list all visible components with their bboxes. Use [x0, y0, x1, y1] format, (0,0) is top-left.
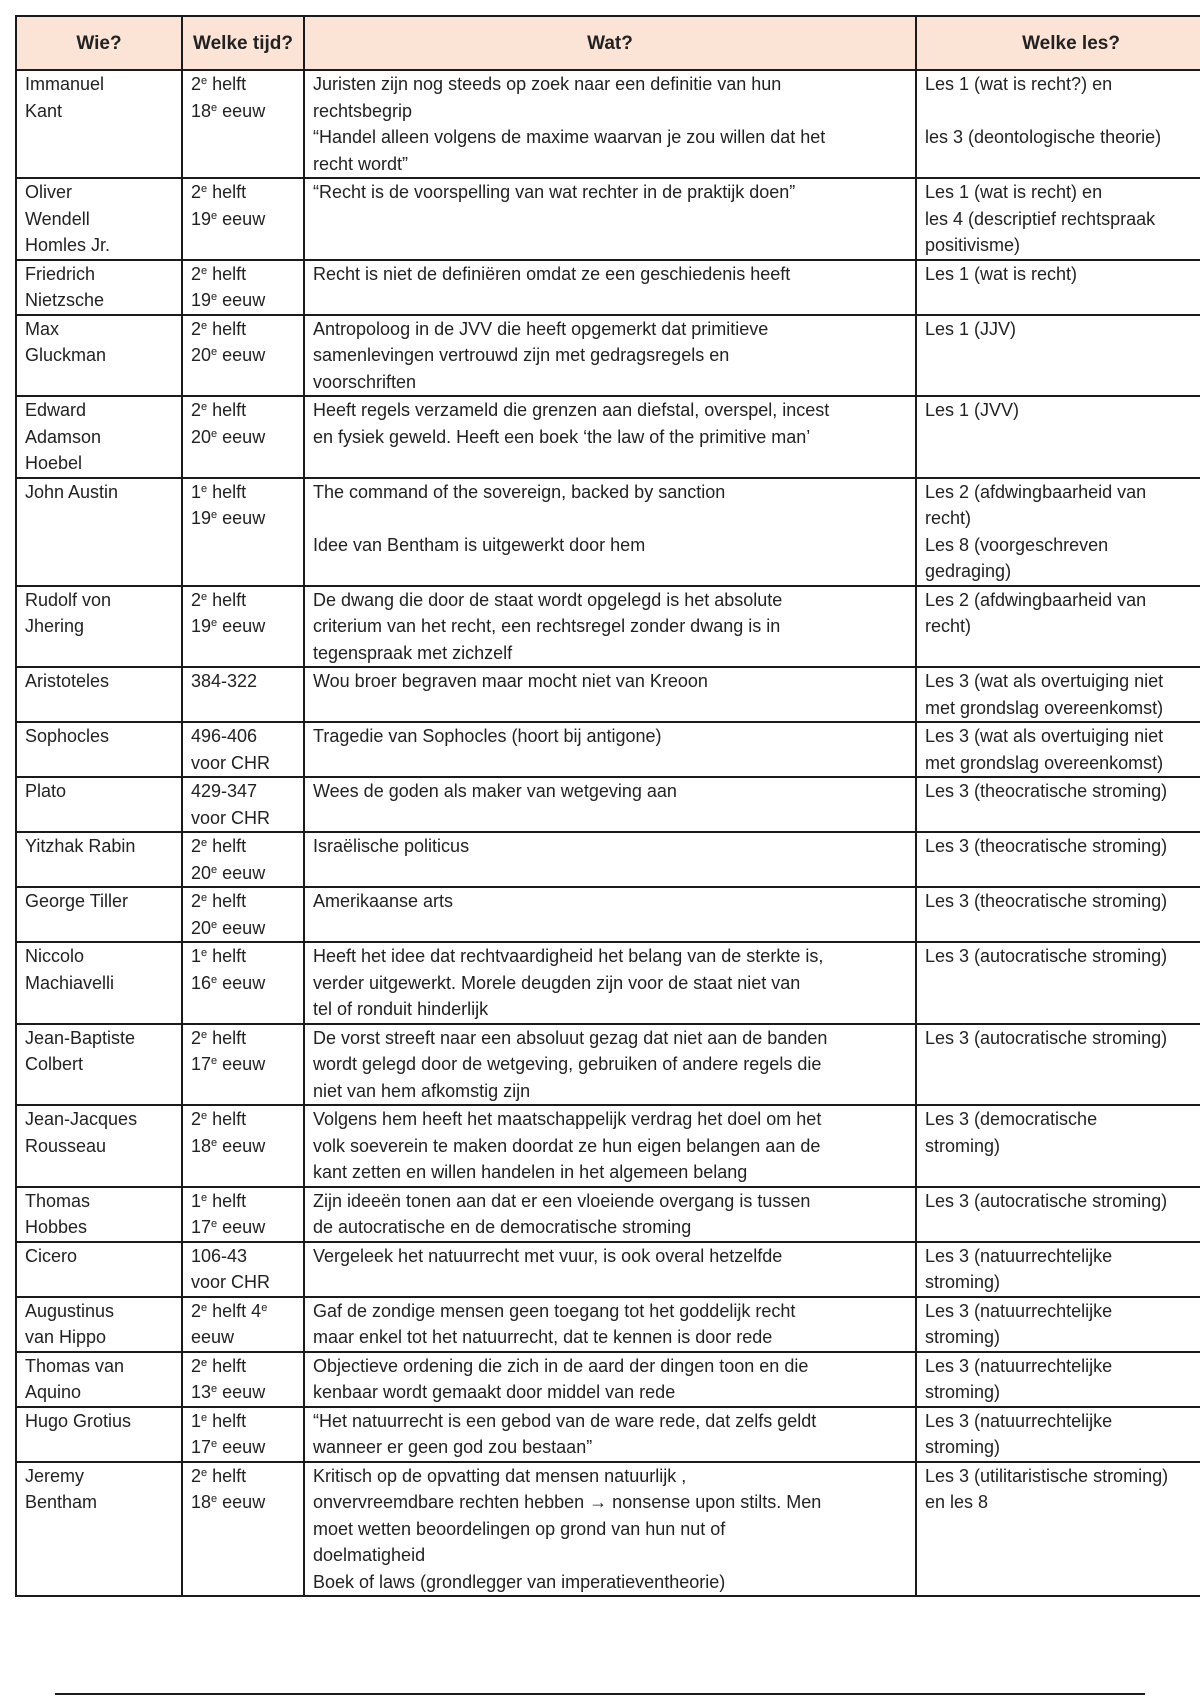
cell-wie: [16, 315, 182, 397]
cell-les-line: Les 3 (wat als overtuiging niet: [925, 671, 1164, 691]
cell-tijd: [182, 178, 304, 260]
table-row: [16, 722, 1200, 777]
cell-les-line: Les 3 (natuurrechtelijke: [925, 1355, 1113, 1376]
cell-tijd: [182, 722, 304, 777]
cell-les-line: Les 3 (natuurrechtelijke: [925, 1410, 1113, 1431]
table-body: [16, 70, 1200, 1596]
cell-wie: [16, 1187, 182, 1242]
cell-wat-line: De vorst streeft naar een absoluut gezag dat niet aan de banden: [313, 1027, 828, 1048]
cell-wat-line: de autocratische en de democratische stroming: [313, 1217, 692, 1237]
cell-les-line: positivisme): [925, 235, 1021, 255]
cell-wat: [304, 832, 916, 887]
cell-les: [916, 178, 1200, 260]
cell-tijd: [182, 777, 304, 832]
cell-les: [916, 1105, 1200, 1187]
cell-tijd-line: 2e helft: [191, 318, 247, 339]
cell-les-line: Les 2 (afdwingbaarheid van: [925, 589, 1147, 610]
cell-wie: [16, 1105, 182, 1187]
cell-les-line: stroming): [925, 1327, 1001, 1347]
philosophers-table: [15, 15, 1200, 1597]
cell-tijd: [182, 887, 304, 942]
cell-tijd-line: 2e helft: [191, 182, 247, 202]
cell-tijd: [182, 586, 304, 668]
cell-wie: [16, 667, 182, 722]
cell-tijd-line: 496-406: [191, 726, 258, 746]
cell-wie: [16, 178, 182, 260]
table-row: [16, 1462, 1200, 1597]
cell-les: [916, 1024, 1200, 1106]
cell-wie-line: George Tiller: [25, 891, 129, 911]
cell-wat: [304, 1105, 916, 1187]
cell-les: [916, 70, 1200, 178]
cell-tijd-line: 2e helft: [191, 1027, 247, 1048]
cell-wie-line: Niccolo: [25, 946, 85, 966]
cell-wie-line: Machiavelli: [25, 972, 115, 993]
cell-wat-line: doelmatigheid: [313, 1545, 426, 1565]
cell-wie-line: Jean-Jacques: [25, 1109, 138, 1129]
table-row: [16, 586, 1200, 668]
cell-wie-line: Yitzhak Rabin: [25, 836, 136, 856]
cell-les: [916, 315, 1200, 397]
cell-wat: [304, 1187, 916, 1242]
cell-wat-line: “Handel alleen volgens de maxime waarvan je zou willen dat het: [313, 127, 826, 147]
cell-wat-line: Antropoloog in de JVV die heeft opgemerkt dat primitieve: [313, 318, 769, 339]
cell-wie-line: Jeremy: [25, 1465, 85, 1486]
cell-tijd: [182, 942, 304, 1024]
cell-wat-line: Idee van Bentham is uitgewerkt door hem: [313, 534, 646, 555]
cell-wie-line: Hoebel: [25, 453, 83, 473]
cell-wie: [16, 396, 182, 478]
table-row: [16, 832, 1200, 887]
cell-wat: [304, 1242, 916, 1297]
cell-les-line: stroming): [925, 1272, 1001, 1292]
cell-wie-line: Wendell: [25, 208, 90, 229]
cell-wie-line: van Hippo: [25, 1327, 107, 1347]
table-row: [16, 887, 1200, 942]
cell-wie-line: Cicero: [25, 1245, 78, 1266]
cell-wie: [16, 832, 182, 887]
header-welke-tijd: Welke tijd?: [182, 16, 304, 70]
cell-wat: [304, 586, 916, 668]
table-row: [16, 1407, 1200, 1462]
header-welke-les: Welke les?: [916, 16, 1200, 70]
table-row: [16, 1187, 1200, 1242]
cell-tijd-line: eeuw: [191, 1327, 235, 1347]
cell-les-line: Les 1 (wat is recht) en: [925, 182, 1103, 202]
cell-wie-line: Jean-Baptiste: [25, 1027, 136, 1048]
cell-tijd-line: 384-322: [191, 671, 258, 691]
cell-wat-line: verder uitgewerkt. Morele deugden zijn voor de staat niet van: [313, 972, 801, 993]
cell-les: [916, 1242, 1200, 1297]
cell-wat-line: Zijn ideeën tonen aan dat er een vloeiende overgang is tussen: [313, 1190, 811, 1211]
table-row: [16, 1024, 1200, 1106]
table-row: [16, 315, 1200, 397]
cell-tijd-line: 2e helft: [191, 263, 247, 284]
cell-wat-line: Boek of laws (grondlegger van imperatieventheorie): [313, 1571, 726, 1592]
cell-tijd-line: 2e helft: [191, 1109, 247, 1129]
cell-wat-line: Heeft regels verzameld die grenzen aan diefstal, overspel, incest: [313, 400, 830, 420]
cell-les-line: Les 2 (afdwingbaarheid van: [925, 481, 1147, 502]
cell-wie: [16, 478, 182, 586]
overview-sheet: [15, 15, 1185, 1597]
cell-tijd-line: 1e helft: [191, 946, 247, 966]
cell-tijd-line: 16e eeuw: [191, 972, 266, 993]
cell-wat-line: Wees de goden als maker van wetgeving aan: [313, 781, 677, 801]
cell-tijd-line: 17e eeuw: [191, 1054, 266, 1074]
cell-wie-line: Thomas: [25, 1190, 91, 1211]
cell-tijd-line: 2e helft: [191, 1465, 247, 1486]
cell-tijd-line: voor CHR: [191, 1272, 271, 1292]
cell-tijd: [182, 70, 304, 178]
cell-les-line: stroming): [925, 1382, 1001, 1402]
cell-wie: [16, 777, 182, 832]
table-row: [16, 1105, 1200, 1187]
table-row: [16, 1242, 1200, 1297]
cell-wie: [16, 887, 182, 942]
cell-les-line: Les 3 (utilitaristische stroming): [925, 1465, 1169, 1486]
cell-les-line: Les 1 (wat is recht?) en: [925, 74, 1113, 94]
cell-les-line: met grondslag overeenkomst): [925, 752, 1164, 773]
cell-les-line: Les 3 (autocratische stroming): [925, 1190, 1168, 1211]
cell-tijd-line: 17e eeuw: [191, 1437, 266, 1457]
cell-wie: [16, 1462, 182, 1597]
cell-les-line: Les 3 (theocratische stroming): [925, 836, 1168, 856]
cell-wat-line: Vergeleek het natuurrecht met vuur, is ook overal hetzelfde: [313, 1245, 783, 1266]
cell-les: [916, 1407, 1200, 1462]
cell-les-line: Les 3 (autocratische stroming): [925, 946, 1168, 966]
cell-les-line: Les 3 (autocratische stroming): [925, 1027, 1168, 1048]
cell-tijd-line: 17e eeuw: [191, 1217, 266, 1237]
cell-wat-line: The command of the sovereign, backed by sanction: [313, 481, 726, 502]
cell-wie: [16, 1407, 182, 1462]
cell-wie-line: Immanuel: [25, 74, 105, 94]
cell-les-line: met grondslag overeenkomst): [925, 697, 1164, 718]
cell-wie-line: Homles Jr.: [25, 235, 111, 255]
cell-tijd: [182, 478, 304, 586]
cell-wie: [16, 70, 182, 178]
cell-tijd-line: 19e eeuw: [191, 508, 266, 528]
cell-wat-line: Gaf de zondige mensen geen toegang tot het goddelijk recht: [313, 1300, 796, 1321]
cell-tijd-line: 106-43: [191, 1245, 248, 1266]
cell-wie-line: Rousseau: [25, 1135, 107, 1156]
cell-tijd: [182, 1242, 304, 1297]
cell-les-line: stroming): [925, 1135, 1001, 1156]
cell-tijd-line: 13e eeuw: [191, 1382, 266, 1402]
cell-tijd: [182, 1105, 304, 1187]
cell-wat-line: De dwang die door de staat wordt opgelegd is het absolute: [313, 589, 783, 610]
cell-wie-line: Edward: [25, 400, 87, 420]
cell-tijd-line: 2e helft: [191, 1355, 247, 1376]
cell-wat-line: Recht is niet de definiëren omdat ze een geschiedenis heeft: [313, 263, 791, 284]
table-row: [16, 667, 1200, 722]
cell-wie: [16, 260, 182, 315]
cell-les-line: Les 3 (natuurrechtelijke: [925, 1300, 1113, 1321]
cell-les-line: recht): [925, 508, 972, 528]
header-wat: Wat?: [304, 16, 916, 70]
cell-les: [916, 1187, 1200, 1242]
cell-wat-line: Wou broer begraven maar mocht niet van Kreoon: [313, 671, 708, 691]
cell-les: [916, 1462, 1200, 1597]
cell-tijd: [182, 260, 304, 315]
cell-les: [916, 478, 1200, 586]
cell-tijd-line: 19e eeuw: [191, 290, 266, 310]
cell-tijd-line: 18e eeuw: [191, 100, 266, 121]
cell-wat-line: Juristen zijn nog steeds op zoek naar een definitie van hun: [313, 74, 782, 94]
cell-tijd-line: 18e eeuw: [191, 1492, 266, 1512]
cell-les-line: Les 3 (natuurrechtelijke: [925, 1245, 1113, 1266]
cell-wie-line: Friedrich: [25, 263, 96, 284]
cell-les-line: stroming): [925, 1437, 1001, 1457]
table-row: [16, 178, 1200, 260]
cell-wat: [304, 315, 916, 397]
cell-wat-line: tel of ronduit hinderlijk: [313, 999, 489, 1019]
cell-wat-line: “Het natuurrecht is een gebod van de ware rede, dat zelfs geldt: [313, 1410, 817, 1431]
cell-wat-line: kenbaar wordt gemaakt door middel van rede: [313, 1382, 676, 1402]
cell-tijd-line: 1e helft: [191, 481, 247, 502]
cell-tijd-line: 429-347: [191, 781, 258, 801]
cell-wie-line: Nietzsche: [25, 290, 105, 310]
cell-tijd-line: 19e eeuw: [191, 616, 266, 636]
cell-wat-line: Amerikaanse arts: [313, 891, 454, 911]
cell-wie-line: Adamson: [25, 426, 102, 447]
table-row: [16, 478, 1200, 586]
cell-tijd-line: 18e eeuw: [191, 1135, 266, 1156]
header-wie: Wie?: [16, 16, 182, 70]
cell-wie: [16, 722, 182, 777]
cell-wie-line: Aquino: [25, 1382, 82, 1402]
cell-tijd-line: 1e helft: [191, 1190, 247, 1211]
cell-tijd: [182, 667, 304, 722]
cell-wat: [304, 667, 916, 722]
cell-les-line: en les 8: [925, 1492, 989, 1512]
cell-les-line: Les 1 (JVV): [925, 400, 1020, 420]
cell-les-line: recht): [925, 616, 972, 636]
cell-les-line: gedraging): [925, 561, 1012, 581]
table-row: [16, 777, 1200, 832]
cell-les: [916, 722, 1200, 777]
cell-wat-line: Objectieve ordening die zich in de aard der dingen toon en die: [313, 1355, 809, 1376]
footer-divider: [55, 1693, 1145, 1695]
cell-les: [916, 1352, 1200, 1407]
cell-les-line: Les 3 (theocratische stroming): [925, 781, 1168, 801]
cell-wat-line: maar enkel tot het natuurrecht, dat te kennen is door rede: [313, 1327, 773, 1347]
cell-wie-line: Max: [25, 318, 60, 339]
cell-wie: [16, 1242, 182, 1297]
cell-wat-line: rechtsbegrip: [313, 100, 413, 121]
cell-wie-line: Augustinus: [25, 1300, 115, 1321]
cell-wat: [304, 396, 916, 478]
cell-wie-line: Plato: [25, 781, 67, 801]
cell-wat: [304, 722, 916, 777]
cell-wie-line: Hugo Grotius: [25, 1410, 132, 1431]
table-row: [16, 70, 1200, 178]
cell-les-line: Les 1 (JJV): [925, 318, 1017, 339]
cell-les: [916, 832, 1200, 887]
cell-wat-line: recht wordt”: [313, 153, 409, 174]
cell-wie-line: Oliver: [25, 182, 73, 202]
cell-tijd: [182, 1024, 304, 1106]
cell-les: [916, 586, 1200, 668]
table-row: [16, 942, 1200, 1024]
cell-wat-line: onvervreemdbare rechten hebben → nonsense upon stilts. Men: [313, 1492, 822, 1512]
cell-tijd-line: 20e eeuw: [191, 426, 266, 447]
cell-wat-line: Tragedie van Sophocles (hoort bij antigone): [313, 726, 662, 746]
blank-line: [925, 98, 1200, 125]
cell-les: [916, 396, 1200, 478]
cell-wie-line: Bentham: [25, 1492, 98, 1512]
table-row: [16, 396, 1200, 478]
cell-wat-line: voorschriften: [313, 371, 417, 392]
cell-wie-line: Jhering: [25, 616, 85, 636]
cell-les: [916, 942, 1200, 1024]
cell-les: [916, 887, 1200, 942]
cell-wat: [304, 70, 916, 178]
table-row: [16, 1352, 1200, 1407]
cell-tijd-line: 2e helft: [191, 836, 247, 856]
cell-wat: [304, 1297, 916, 1352]
cell-les-line: les 3 (deontologische theorie): [925, 127, 1162, 147]
cell-les-line: Les 3 (wat als overtuiging niet: [925, 726, 1164, 746]
cell-tijd: [182, 1407, 304, 1462]
cell-wat-line: tegenspraak met zichzelf: [313, 642, 513, 663]
cell-wie-line: Thomas van: [25, 1355, 125, 1376]
cell-wat: [304, 942, 916, 1024]
cell-les: [916, 667, 1200, 722]
cell-les-line: Les 3 (theocratische stroming): [925, 891, 1168, 911]
cell-les: [916, 260, 1200, 315]
cell-tijd-line: 19e eeuw: [191, 208, 266, 229]
cell-wat: [304, 1462, 916, 1597]
cell-wie: [16, 1024, 182, 1106]
cell-tijd-line: 2e helft: [191, 891, 247, 911]
cell-wat-line: moet wetten beoordelingen op grond van hun nut of: [313, 1518, 726, 1539]
cell-tijd-line: 20e eeuw: [191, 862, 266, 883]
cell-tijd: [182, 1462, 304, 1597]
cell-wat-line: niet van hem afkomstig zijn: [313, 1080, 531, 1101]
cell-wat-line: Israëlische politicus: [313, 836, 470, 856]
cell-les-line: Les 3 (democratische: [925, 1109, 1098, 1129]
cell-les-line: Les 1 (wat is recht): [925, 263, 1078, 284]
cell-les: [916, 1297, 1200, 1352]
cell-wat: [304, 1352, 916, 1407]
cell-wat-line: en fysiek geweld. Heeft een boek ‘the law of the primitive man’: [313, 426, 811, 447]
cell-wat-line: wordt gelegd door de wetgeving, gebruiken of andere regels die: [313, 1054, 822, 1074]
cell-tijd-line: 2e helft: [191, 589, 247, 610]
cell-tijd: [182, 1352, 304, 1407]
cell-tijd: [182, 832, 304, 887]
cell-wat: [304, 887, 916, 942]
cell-wie-line: Kant: [25, 100, 63, 121]
cell-wat-line: Heeft het idee dat rechtvaardigheid het belang van de sterkte is,: [313, 946, 824, 966]
cell-wie-line: Rudolf von: [25, 589, 112, 610]
cell-wat-line: wanneer er geen god zou bestaan”: [313, 1437, 593, 1457]
cell-wat: [304, 178, 916, 260]
cell-tijd-line: 2e helft: [191, 400, 247, 420]
cell-wat: [304, 260, 916, 315]
cell-wat: [304, 1024, 916, 1106]
table-row: [16, 1297, 1200, 1352]
cell-tijd: [182, 315, 304, 397]
cell-les-line: Les 8 (voorgeschreven: [925, 534, 1109, 555]
cell-wie-line: Hobbes: [25, 1217, 88, 1237]
cell-les: [916, 777, 1200, 832]
cell-wat-line: volk soeverein te maken doordat ze hun eigen belangen aan de: [313, 1135, 821, 1156]
cell-wie: [16, 586, 182, 668]
cell-wat-line: Volgens hem heeft het maatschappelijk verdrag het doel om het: [313, 1109, 822, 1129]
cell-wie: [16, 1352, 182, 1407]
cell-wat-line: samenlevingen vertrouwd zijn met gedragsregels en: [313, 345, 730, 365]
cell-tijd-line: voor CHR: [191, 807, 271, 828]
cell-wat-line: kant zetten en willen handelen in het algemeen belang: [313, 1162, 748, 1182]
cell-wat-line: “Recht is de voorspelling van wat rechter in de praktijk doen”: [313, 182, 796, 202]
cell-wie-line: Colbert: [25, 1054, 84, 1074]
cell-wie: [16, 1297, 182, 1352]
cell-wie-line: John Austin: [25, 481, 119, 502]
cell-wat: [304, 777, 916, 832]
cell-tijd-line: voor CHR: [191, 752, 271, 773]
blank-line: [313, 505, 907, 532]
cell-wat: [304, 1407, 916, 1462]
cell-tijd-line: 2e helft: [191, 74, 247, 94]
cell-wat-line: criterium van het recht, een rechtsregel zonder dwang is in: [313, 616, 781, 636]
cell-wie-line: Aristoteles: [25, 671, 110, 691]
cell-wie: [16, 942, 182, 1024]
header-row: [16, 16, 1200, 70]
table-row: [16, 260, 1200, 315]
cell-wat: [304, 478, 916, 586]
cell-tijd: [182, 396, 304, 478]
cell-tijd-line: 20e eeuw: [191, 345, 266, 365]
cell-wie-line: Gluckman: [25, 345, 107, 365]
cell-wat-line: Kritisch op de opvatting dat mensen natuurlijk ,: [313, 1465, 687, 1486]
cell-wie-line: Sophocles: [25, 726, 110, 746]
cell-les-line: les 4 (descriptief rechtspraak: [925, 208, 1156, 229]
cell-tijd: [182, 1187, 304, 1242]
cell-tijd: [182, 1297, 304, 1352]
cell-tijd-line: 1e helft: [191, 1410, 247, 1431]
cell-tijd-line: 2e helft 4e: [191, 1300, 268, 1321]
cell-tijd-line: 20e eeuw: [191, 917, 266, 938]
